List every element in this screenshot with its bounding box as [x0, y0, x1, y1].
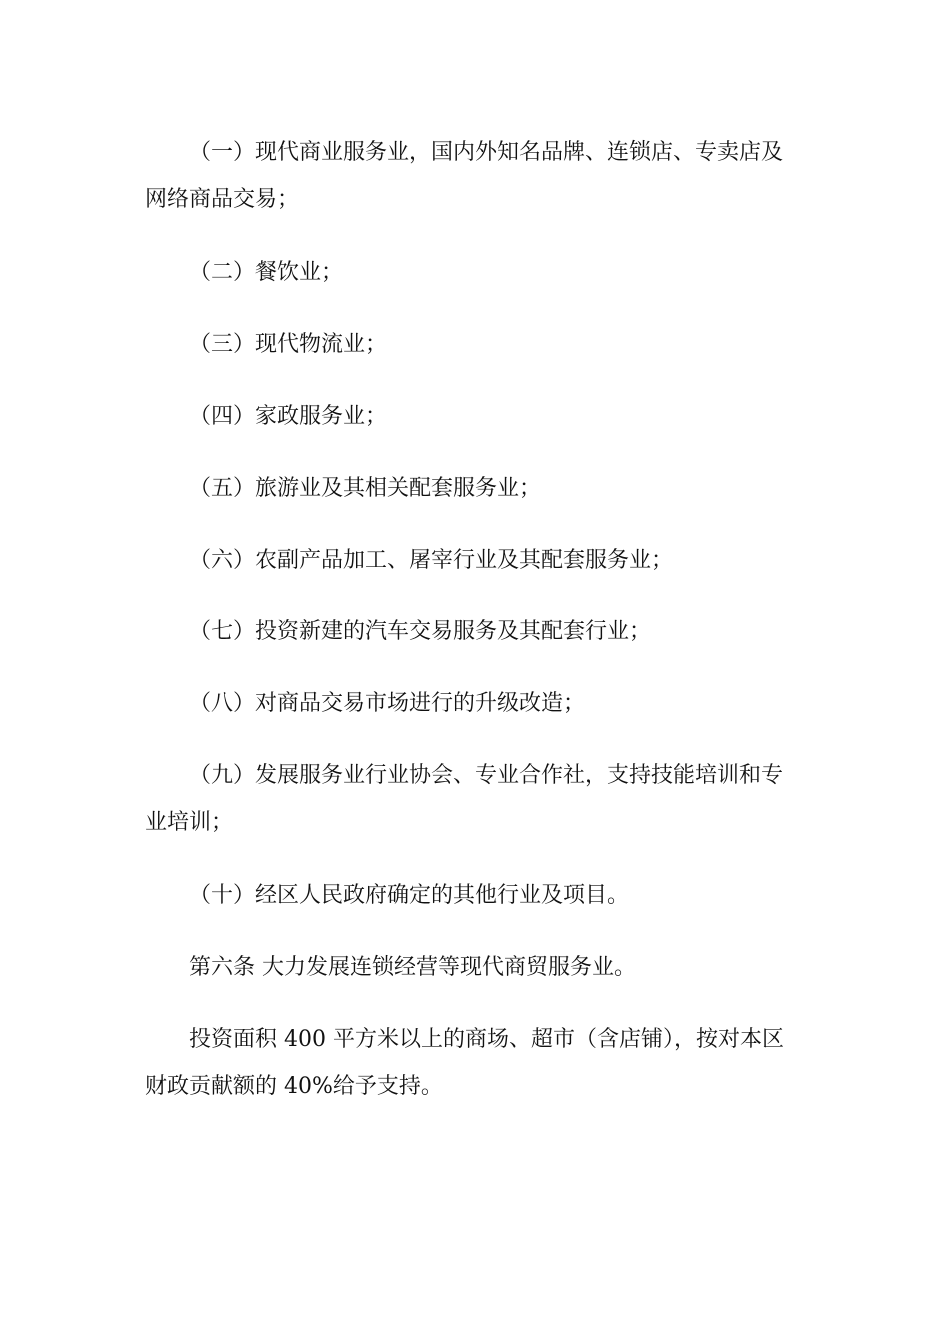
paragraph-line: （六）农副产品加工、屠宰行业及其配套服务业； [189, 548, 674, 573]
paragraph-item-8 [145, 680, 795, 727]
paragraph-item-5 [145, 465, 795, 512]
paragraph-item-3 [145, 321, 795, 368]
paragraph-item-9 [145, 752, 795, 846]
paragraph-line: 第六条 大力发展连锁经营等现代商贸服务业。 [189, 955, 636, 980]
paragraph-item-7 [145, 608, 795, 655]
paragraph-item-1 [145, 129, 795, 223]
paragraph-line: 财政贡献额的 40%给予支持。 [145, 1074, 443, 1099]
article-body-paragraph [145, 1016, 795, 1110]
paragraph-line: 业培训； [145, 810, 234, 835]
paragraph-line: （九）发展服务业行业协会、专业合作社，支持技能培训和专 [189, 763, 784, 788]
paragraph-line: 投资面积 400 平方米以上的商场、超市（含店铺），按对本区 [189, 1027, 784, 1052]
article-heading-6 [145, 944, 795, 991]
paragraph-line: （四）家政服务业； [189, 404, 388, 429]
paragraph-line: 网络商品交易； [145, 187, 300, 212]
paragraph-line: （十）经区人民政府确定的其他行业及项目。 [189, 883, 630, 908]
paragraph-line: （一）现代商业服务业，国内外知名品牌、连锁店、专卖店及 [189, 140, 784, 165]
paragraph-line: （七）投资新建的汽车交易服务及其配套行业； [189, 619, 652, 644]
paragraph-line: （二）餐饮业； [189, 260, 344, 285]
paragraph-item-4 [145, 393, 795, 440]
paragraph-item-6 [145, 537, 795, 584]
paragraph-item-2 [145, 249, 795, 296]
paragraph-line: （八）对商品交易市场进行的升级改造； [189, 691, 586, 716]
paragraph-line: （三）现代物流业； [189, 332, 388, 357]
paragraph-item-10 [145, 872, 795, 919]
paragraph-line: （五）旅游业及其相关配套服务业； [189, 476, 542, 501]
